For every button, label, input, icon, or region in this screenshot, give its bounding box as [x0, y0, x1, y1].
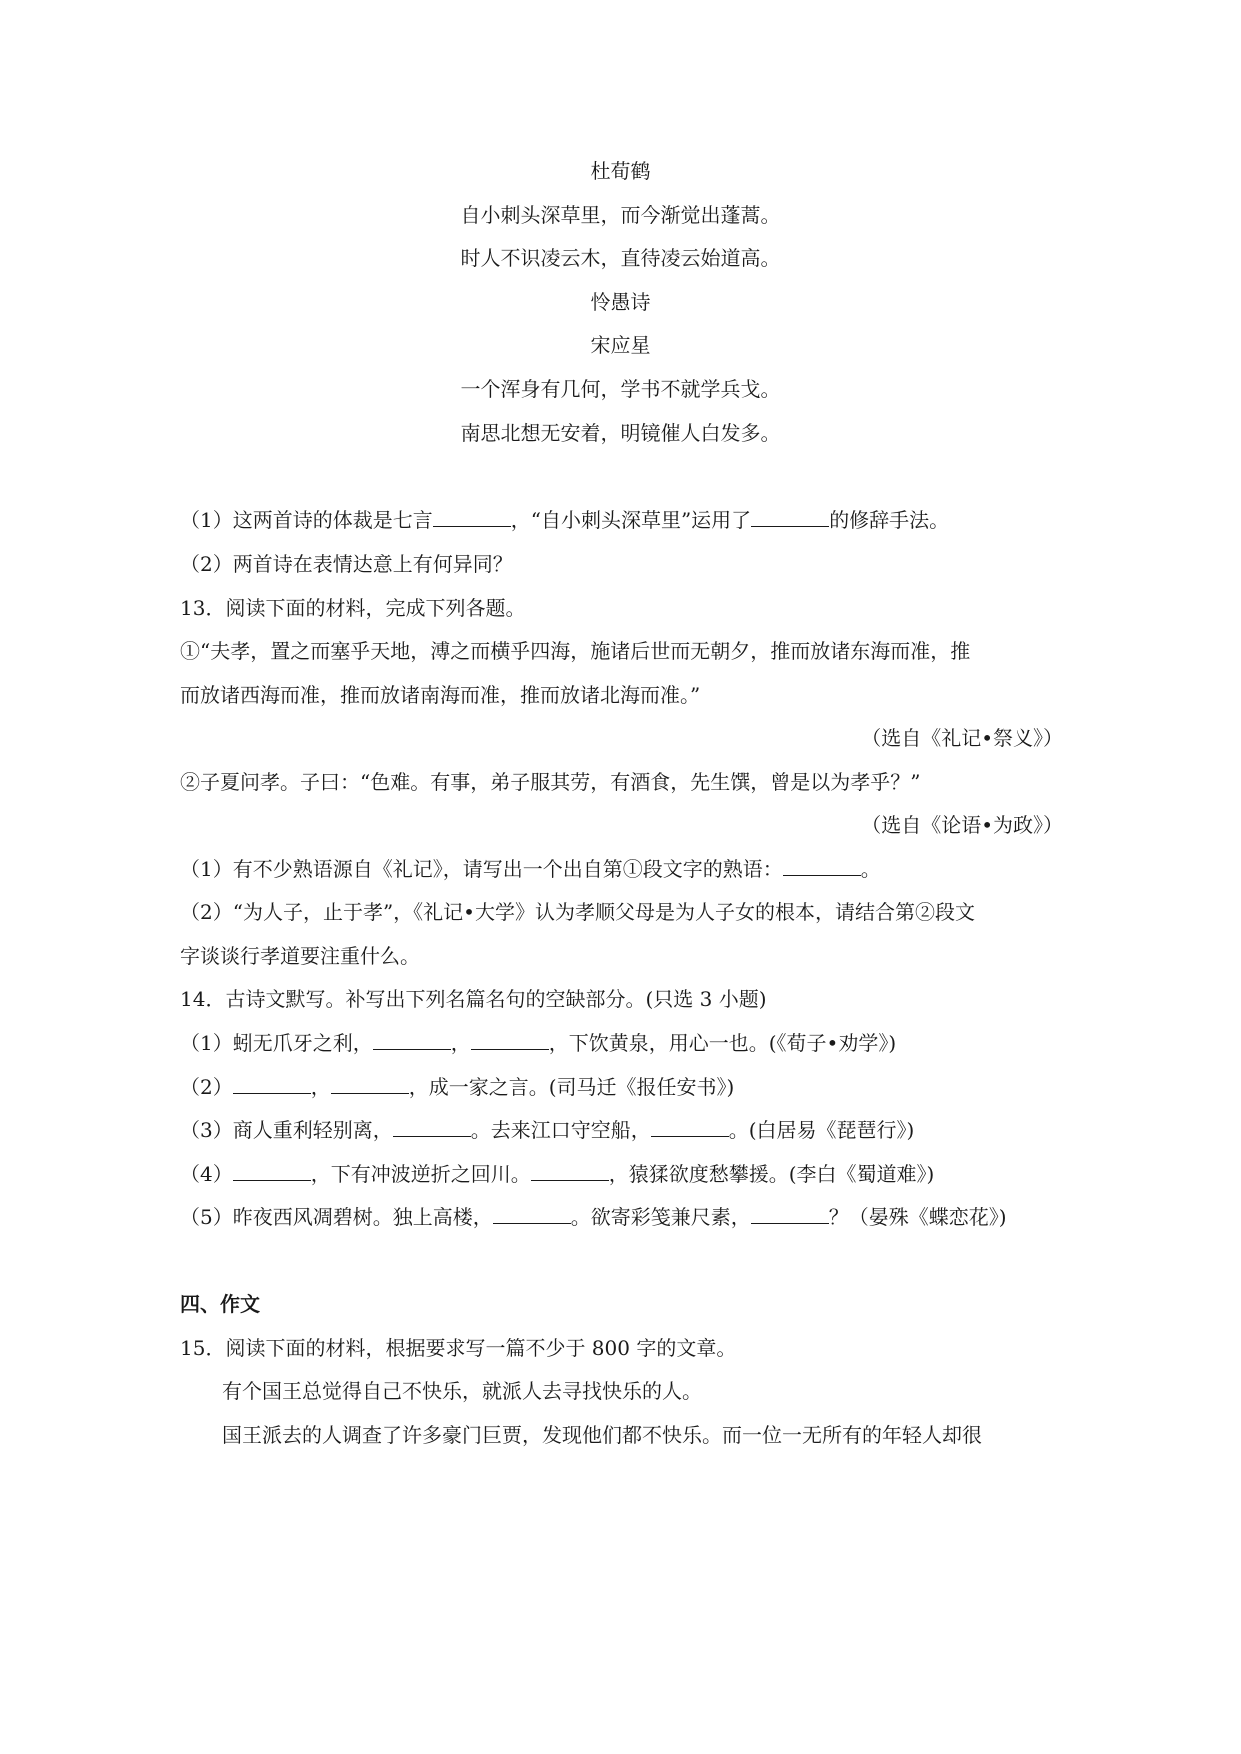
- q13-sub1-text-a: （1）有不少熟语源自《礼记》，请写出一个出自第①段文字的熟语：: [180, 857, 783, 881]
- q14-item-4-text-a: （4）: [180, 1162, 233, 1186]
- q14-item-1-text-c: ，下饮黄泉，用心一也。(《荀子•劝学》): [548, 1031, 897, 1055]
- q13-stem: 13．阅读下面的材料，完成下列各题。: [180, 596, 526, 620]
- answer-blank: [751, 506, 829, 527]
- poem2-author: 宋应星: [590, 333, 651, 357]
- q14-item-1-text-a: （1）蚓无爪牙之利，: [180, 1031, 373, 1055]
- q15-paragraph-2: 国王派去的人调查了许多豪门巨贾，发现他们都不快乐。而一位一无所有的年轻人却很: [222, 1423, 982, 1447]
- q14-item-5-text-a: （5）昨夜西风凋碧树。独上高楼，: [180, 1205, 493, 1229]
- answer-blank: [373, 1029, 451, 1050]
- q13-material1-source: （选自《礼记•祭义》）: [861, 726, 1063, 750]
- answer-blank: [531, 1160, 609, 1181]
- q13-material1-line2: 而放诸西海而准，推而放诸南海而准，推而放诸北海而准。”: [180, 683, 701, 707]
- answer-blank: [393, 1116, 471, 1137]
- answer-blank: [233, 1073, 311, 1094]
- q14-item-2-text-c: ，成一家之言。(司马迁《报任安书》): [408, 1075, 735, 1099]
- poem2-title: 怜愚诗: [590, 290, 651, 314]
- q13-material1-line1: ①“夫孝，置之而塞乎天地，溥之而横乎四海，施诸后世而无朝夕，推而放诸东海而准，推: [180, 639, 971, 663]
- answer-blank: [493, 1203, 571, 1224]
- q14-item-5: [180, 1202, 1007, 1232]
- q14-item-5-text-b: 。欲寄彩笺兼尺素，: [570, 1205, 751, 1229]
- q13-sub2-line1: （2）“为人子，止于孝”，《礼记•大学》认为孝顺父母是为人子女的根本，请结合第②段文: [180, 900, 975, 924]
- q14-item-3: [180, 1115, 914, 1145]
- q13-sub2-line2: 字谈谈行孝道要注重什么。: [180, 944, 420, 968]
- answer-blank: [651, 1116, 729, 1137]
- q12-sub1-text-a: （1）这两首诗的体裁是七言: [180, 508, 433, 532]
- poem1-line-1: 自小刺头深草里，而今渐觉出蓬蒿。: [460, 203, 781, 227]
- q14-item-3-text-b: 。去来江口守空船，: [470, 1118, 651, 1142]
- q13-sub1-text-b: 。: [860, 857, 881, 881]
- q14-stem: 14．古诗文默写。补写出下列名篇名句的空缺部分。(只选 3 小题): [180, 987, 767, 1011]
- q14-item-5-text-c: ？（晏殊《蝶恋花》): [828, 1205, 1007, 1229]
- q14-item-4-text-b: ，下有冲波逆折之回川。: [310, 1162, 531, 1186]
- poem1-line-2: 时人不识凌云木，直待凌云始道高。: [460, 246, 781, 270]
- q13-material2: ②子夏问孝。子曰：“色难。有事，弟子服其劳，有酒食，先生馔，曾是以为孝乎？”: [180, 770, 921, 794]
- poem2-line-2: 南思北想无安着，明镜催人白发多。: [460, 421, 781, 445]
- q14-item-3-text-c: 。(白居易《琵琶行》): [728, 1118, 915, 1142]
- q14-item-4: [180, 1159, 934, 1189]
- answer-blank: [751, 1203, 829, 1224]
- q12-sub1: [180, 505, 949, 535]
- q14-item-4-text-c: ，猿猱欲度愁攀援。(李白《蜀道难》): [608, 1162, 935, 1186]
- q14-item-2: [180, 1072, 734, 1102]
- section-heading: 四、作文: [180, 1292, 260, 1316]
- answer-blank: [471, 1029, 549, 1050]
- answer-blank: [783, 855, 861, 876]
- q14-item-2-text-b: ，: [310, 1075, 331, 1099]
- answer-blank: [233, 1160, 311, 1181]
- q15-paragraph-1: 有个国王总觉得自己不快乐，就派人去寻找快乐的人。: [222, 1379, 702, 1403]
- answer-blank: [433, 506, 511, 527]
- q13-material2-source: （选自《论语•为政》）: [861, 813, 1063, 837]
- q12-sub1-text-b: ，“自小刺头深草里”运用了: [510, 508, 752, 532]
- q14-item-1-text-b: ，: [450, 1031, 471, 1055]
- poem1-author: 杜荀鹤: [590, 159, 651, 183]
- q13-sub1: [180, 854, 881, 884]
- poem2-line-1: 一个浑身有几何，学书不就学兵戈。: [460, 377, 781, 401]
- q14-item-3-text-a: （3）商人重利轻别离，: [180, 1118, 393, 1142]
- answer-blank: [331, 1073, 409, 1094]
- q12-sub2: （2）两首诗在表情达意上有何异同？: [180, 552, 513, 576]
- q15-stem: 15．阅读下面的材料，根据要求写一篇不少于 800 字的文章。: [180, 1336, 737, 1360]
- q12-sub1-text-c: 的修辞手法。: [829, 508, 950, 532]
- q14-item-2-text-a: （2）: [180, 1075, 233, 1099]
- q14-item-1: [180, 1028, 896, 1058]
